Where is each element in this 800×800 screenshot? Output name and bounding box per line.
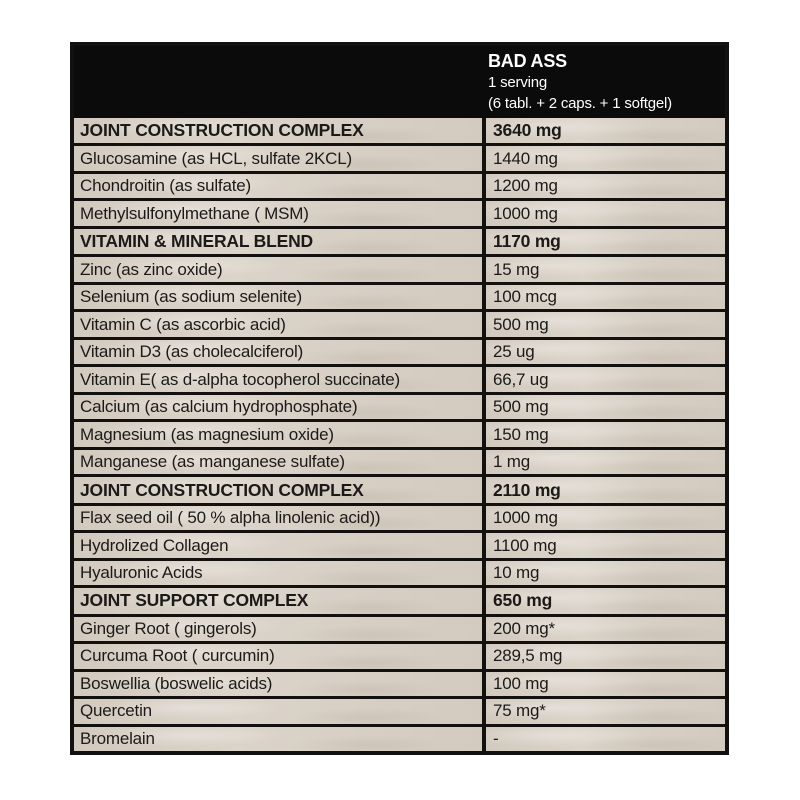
table-row xyxy=(74,588,725,613)
table-row xyxy=(74,533,725,557)
row-value: 10 mg xyxy=(486,561,725,585)
row-value: 289,5 mg xyxy=(486,644,725,668)
row-label: Methylsulfonylmethane ( MSM) xyxy=(74,201,482,225)
row-label: Vitamin D3 (as cholecalciferol) xyxy=(74,340,482,364)
table-row xyxy=(74,229,725,254)
row-label: Glucosamine (as HCL, sulfate 2KCL) xyxy=(74,146,482,170)
row-value: 1100 mg xyxy=(486,533,725,557)
row-label: Vitamin E( as d-alpha tocopherol succinate) xyxy=(74,367,482,391)
row-value: 100 mcg xyxy=(486,285,725,309)
row-value: 1200 mg xyxy=(486,174,725,198)
table-row xyxy=(74,477,725,502)
row-label: Selenium (as sodium selenite) xyxy=(74,285,482,309)
table-row xyxy=(74,201,725,225)
serving-detail: (6 tabl. + 2 caps. + 1 softgel) xyxy=(488,95,672,112)
table-row xyxy=(74,561,725,585)
row-label: JOINT CONSTRUCTION COMPLEX xyxy=(74,477,482,502)
row-value: - xyxy=(486,727,725,751)
table-row xyxy=(74,672,725,696)
table-row xyxy=(74,699,725,723)
row-label: Hyaluronic Acids xyxy=(74,561,482,585)
table-row xyxy=(74,257,725,281)
row-label: Magnesium (as magnesium oxide) xyxy=(74,422,482,446)
row-label: Bromelain xyxy=(74,727,482,751)
row-label: Quercetin xyxy=(74,699,482,723)
row-label: Vitamin C (as ascorbic acid) xyxy=(74,312,482,336)
row-label: Boswellia (boswelic acids) xyxy=(74,672,482,696)
row-value: 2110 mg xyxy=(486,477,725,502)
table-row xyxy=(74,617,725,641)
row-label: Manganese (as manganese sulfate) xyxy=(74,450,482,474)
table-row xyxy=(74,727,725,751)
row-value: 75 mg* xyxy=(486,699,725,723)
row-label: Curcuma Root ( curcumin) xyxy=(74,644,482,668)
supplement-facts-table xyxy=(70,42,729,755)
row-value: 1000 mg xyxy=(486,201,725,225)
row-label: VITAMIN & MINERAL BLEND xyxy=(74,229,482,254)
table-row xyxy=(74,174,725,198)
row-value: 1000 mg xyxy=(486,506,725,530)
row-label: Zinc (as zinc oxide) xyxy=(74,257,482,281)
row-label: Calcium (as calcium hydrophosphate) xyxy=(74,395,482,419)
serving-size: 1 serving xyxy=(488,74,548,91)
product-name: BAD ASS xyxy=(488,51,567,71)
table-body xyxy=(74,118,725,751)
table-row xyxy=(74,340,725,364)
row-label: Chondroitin (as sulfate) xyxy=(74,174,482,198)
row-label: JOINT CONSTRUCTION COMPLEX xyxy=(74,118,482,143)
table-row xyxy=(74,422,725,446)
row-label: Flax seed oil ( 50 % alpha linolenic acid)) xyxy=(74,506,482,530)
row-label: JOINT SUPPORT COMPLEX xyxy=(74,588,482,613)
row-value: 1170 mg xyxy=(486,229,725,254)
table-row xyxy=(74,367,725,391)
row-value: 3640 mg xyxy=(486,118,725,143)
row-value: 200 mg* xyxy=(486,617,725,641)
row-label: Hydrolized Collagen xyxy=(74,533,482,557)
row-value: 25 ug xyxy=(486,340,725,364)
row-value: 66,7 ug xyxy=(486,367,725,391)
table-row xyxy=(74,285,725,309)
row-value: 15 mg xyxy=(486,257,725,281)
table-row xyxy=(74,395,725,419)
table-header xyxy=(74,46,725,118)
row-value: 100 mg xyxy=(486,672,725,696)
table-row xyxy=(74,312,725,336)
table-row xyxy=(74,644,725,668)
row-value: 1440 mg xyxy=(486,146,725,170)
row-label: Ginger Root ( gingerols) xyxy=(74,617,482,641)
table-row xyxy=(74,118,725,143)
row-value: 150 mg xyxy=(486,422,725,446)
row-value: 650 mg xyxy=(486,588,725,613)
table-row xyxy=(74,506,725,530)
row-value: 1 mg xyxy=(486,450,725,474)
table-row xyxy=(74,146,725,170)
row-value: 500 mg xyxy=(486,395,725,419)
row-value: 500 mg xyxy=(486,312,725,336)
table-row xyxy=(74,450,725,474)
